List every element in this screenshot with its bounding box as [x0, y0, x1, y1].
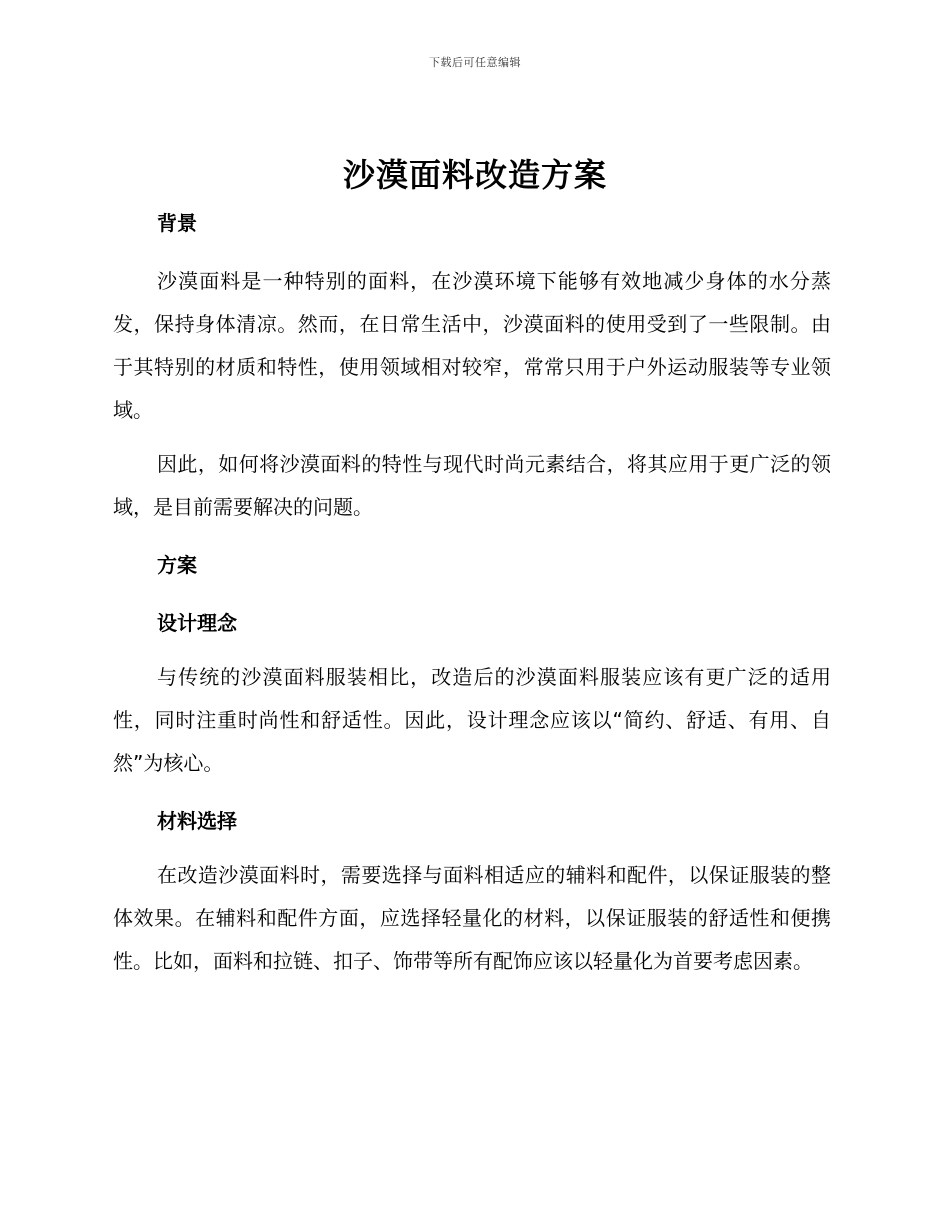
- paragraph-background-1: 沙漠面料是一种特别的面料，在沙漠环境下能够有效地减少身体的水分蒸发，保持身体清凉。然而，在日常生活中，沙漠面料的使用受到了一些限制。由于其特别的材质和特性，使用领域相对较窄，常常只用于户外运动服装等专业领域。: [113, 269, 831, 422]
- subsection-heading-material: 材料选择: [157, 809, 237, 833]
- paragraph-design: 与传统的沙漠面料服装相比，改造后的沙漠面料服装应该有更广泛的适用性，同时注重时尚性和舒适性。因此，设计理念应该以“简约、舒适、有用、自然”为核心。: [113, 665, 831, 775]
- document-body: [113, 206, 831, 983]
- section-heading-background: 背景: [157, 211, 197, 235]
- paragraph-material: 在改造沙漠面料时，需要选择与面料相适应的辅料和配件，以保证服装的整体效果。在辅料和配件方面，应选择轻量化的材料，以保证服装的舒适性和便携性。比如，面料和拉链、扣子、饰带等所有配饰应该以轻量化为首要考虑因素。: [113, 863, 831, 973]
- section-heading-plan: 方案: [157, 553, 197, 577]
- header-note: 下载后可任意编辑: [429, 56, 521, 69]
- subsection-heading-design: 设计理念: [157, 611, 237, 635]
- paragraph-background-2: 因此，如何将沙漠面料的特性与现代时尚元素结合，将其应用于更广泛的领域，是目前需要解决的问题。: [113, 452, 831, 519]
- document-title: 沙漠面料改造方案: [342, 156, 607, 194]
